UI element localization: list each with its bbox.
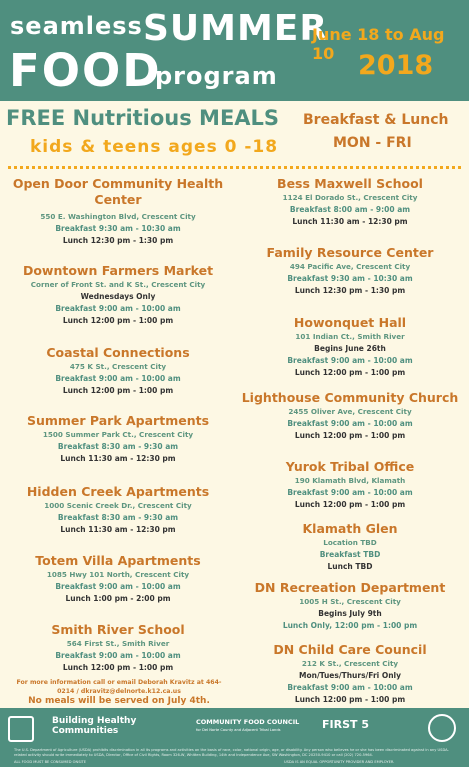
- site-address: Corner of Front St. and K St., Crescent City: [30, 280, 206, 289]
- site-klamath-glen: [240, 521, 460, 573]
- county-seal-icon: [428, 714, 456, 742]
- service-days: MON - FRI: [333, 135, 412, 151]
- building-healthy-communities-logo: Building Healthy Communities: [52, 716, 137, 736]
- consume-onsite-text: ALL FOOD MUST BE CONSUMED ONSITE: [14, 760, 87, 764]
- site-note: Begins June 26th: [314, 344, 386, 353]
- site-breakfast: Breakfast 9:00 am - 10:00 am: [55, 582, 181, 591]
- program-year: 2018: [358, 50, 434, 81]
- site-lunch: Lunch Only, 12:00 pm - 1:00 pm: [282, 621, 418, 630]
- holiday-notice: No meals will be served on July 4th.: [28, 696, 210, 706]
- site-address: Location TBD: [323, 538, 377, 547]
- site-name: Summer Park Apartments: [26, 413, 210, 428]
- site-name: Coastal Connections: [46, 345, 190, 360]
- site-totem-villa: [8, 553, 228, 605]
- site-name: Lighthouse Community Church: [241, 390, 459, 405]
- site-dn-recreation: [240, 580, 460, 632]
- site-address: 190 Klamath Blvd, Klamath: [294, 476, 406, 485]
- site-lunch: Lunch 12:00 pm - 1:00 pm: [62, 663, 174, 672]
- site-name: DN Child Care Council: [273, 642, 427, 657]
- site-name: Howonquet Hall: [293, 315, 407, 330]
- site-breakfast: Breakfast 9:00 am - 10:00 am: [287, 419, 413, 428]
- site-note: Begins July 9th: [318, 609, 382, 618]
- site-breakfast: Breakfast 8:00 am - 9:00 am: [289, 205, 411, 214]
- age-range: kids & teens ages 0 -18: [30, 137, 279, 157]
- site-name: Hidden Creek Apartments: [26, 484, 210, 499]
- site-name: Smith River School: [51, 622, 185, 637]
- community-food-council-logo: COMMUNITY FOOD COUNCIL for Del Norte County and Adjacent Tribal Lands: [196, 718, 300, 732]
- site-lunch: Lunch 12:00 pm - 1:00 pm: [294, 500, 406, 509]
- site-name: Open Door Community Health Center: [12, 176, 224, 207]
- site-address: 1124 El Dorado St., Crescent City: [282, 193, 418, 202]
- first5-logo: FIRST 5: [322, 718, 369, 731]
- site-breakfast: Breakfast 9:00 am - 10:00 am: [55, 374, 181, 383]
- site-farmers-market: [8, 263, 228, 327]
- district-logo-icon: [8, 716, 34, 742]
- site-note: Wednesdays Only: [80, 292, 156, 301]
- site-lunch: Lunch 12:00 pm - 1:00 pm: [62, 386, 174, 395]
- site-dn-child-care: [240, 642, 460, 706]
- site-note: Mon/Tues/Thurs/Fri Only: [298, 671, 401, 680]
- site-breakfast: Breakfast 9:00 am - 10:00 am: [55, 304, 181, 313]
- site-address: 1005 H St., Crescent City: [299, 597, 401, 606]
- site-lunch: Lunch 11:30 am - 12:30 pm: [292, 217, 408, 226]
- title-seamless: seamless: [10, 12, 143, 40]
- site-summer-park: [8, 413, 228, 465]
- site-lunch: Lunch 11:30 am - 12:30 pm: [60, 454, 176, 463]
- program-dates: June 18 to Aug 10: [312, 25, 445, 63]
- contact-info: For more information call or email Deborah Kravitz at 464-0214 / dkravitz@delnorte.k12.ca.us: [16, 679, 222, 695]
- equal-opportunity-text: USDA IS AN EQUAL OPPORTUNITY PROVIDER AND EMPLOYER.: [284, 760, 395, 764]
- site-breakfast: Breakfast 9:30 am - 10:30 am: [55, 224, 181, 233]
- site-breakfast: Breakfast TBD: [319, 550, 381, 559]
- site-open-door: [8, 176, 228, 247]
- footer-banner: [0, 708, 469, 767]
- title-program: program: [155, 62, 278, 90]
- site-address: 475 K St., Crescent City: [69, 362, 167, 371]
- site-lunch: Lunch 12:30 pm - 1:30 pm: [62, 236, 174, 245]
- site-breakfast: Breakfast 9:00 am - 10:00 am: [287, 683, 413, 692]
- site-breakfast: Breakfast 9:00 am - 10:00 am: [287, 488, 413, 497]
- site-breakfast: Breakfast 8:30 am - 9:30 am: [57, 513, 179, 522]
- site-breakfast: Breakfast 9:00 am - 10:00 am: [55, 651, 181, 660]
- header-banner: [0, 0, 469, 101]
- site-hidden-creek: [8, 484, 228, 536]
- site-address: 550 E. Washington Blvd, Crescent City: [40, 212, 196, 221]
- site-address: 564 First St., Smith River: [66, 639, 170, 648]
- site-name: Yurok Tribal Office: [285, 459, 415, 474]
- meal-types: Breakfast & Lunch: [303, 112, 449, 128]
- site-family-resource: [240, 245, 460, 297]
- site-smith-river-school: [8, 622, 228, 674]
- site-breakfast: Breakfast 9:00 am - 10:00 am: [287, 356, 413, 365]
- site-lunch: Lunch 12:00 pm - 1:00 pm: [294, 368, 406, 377]
- title-food: FOOD: [9, 44, 162, 97]
- site-name: Family Resource Center: [266, 245, 434, 260]
- site-breakfast: Breakfast 8:30 am - 9:30 am: [57, 442, 179, 451]
- title-summer: SUMMER: [143, 8, 329, 49]
- site-address: 1500 Summer Park Ct., Crescent City: [42, 430, 194, 439]
- site-bess-maxwell: [240, 176, 460, 228]
- site-lunch: Lunch 12:00 pm - 1:00 pm: [62, 316, 174, 325]
- site-name: DN Recreation Department: [254, 580, 446, 595]
- site-lunch: Lunch 11:30 am - 12:30 pm: [60, 525, 176, 534]
- site-coastal-connections: [8, 345, 228, 397]
- usda-nondiscrimination-text: The U.S. Department of Agriculture (USDA) prohibits discrimination in all its programs and activities on the basis of race, color, national origin, age, or disability. Any person who believes he or she has been discriminated against in any USDA-related activity should write immediately to USDA, Director, Office of Civil Rights, Room 326-W, Whitten Building, 14th and Independence Ave, SW Washington, DC 20250-9410 or call (202) 720-5964.: [14, 748, 449, 757]
- site-name: Bess Maxwell School: [277, 176, 423, 191]
- site-lunch: Lunch 12:00 pm - 1:00 pm: [294, 695, 406, 704]
- site-howonquet-hall: [240, 315, 460, 379]
- site-name: Downtown Farmers Market: [22, 263, 214, 278]
- site-address: 1085 Hwy 101 North, Crescent City: [46, 570, 190, 579]
- site-lunch: Lunch 12:30 pm - 1:30 pm: [294, 286, 406, 295]
- site-address: 2455 Oliver Ave, Crescent City: [288, 407, 412, 416]
- dotted-divider: [8, 166, 461, 169]
- site-yurok-tribal: [240, 459, 460, 511]
- site-address: 494 Pacific Ave, Crescent City: [289, 262, 411, 271]
- site-lighthouse-church: [240, 390, 460, 442]
- free-meals-heading: FREE Nutritious MEALS: [6, 106, 280, 130]
- site-address: 212 K St., Crescent City: [301, 659, 399, 668]
- site-name: Klamath Glen: [302, 521, 398, 536]
- site-lunch: Lunch TBD: [327, 562, 373, 571]
- site-address: 101 Indian Ct., Smith River: [295, 332, 405, 341]
- site-lunch: Lunch 12:00 pm - 1:00 pm: [294, 431, 406, 440]
- site-address: 1000 Scenic Creek Dr., Crescent City: [44, 501, 192, 510]
- site-name: Totem Villa Apartments: [35, 553, 201, 568]
- site-lunch: Lunch 1:00 pm - 2:00 pm: [65, 594, 171, 603]
- site-breakfast: Breakfast 9:30 am - 10:30 am: [287, 274, 413, 283]
